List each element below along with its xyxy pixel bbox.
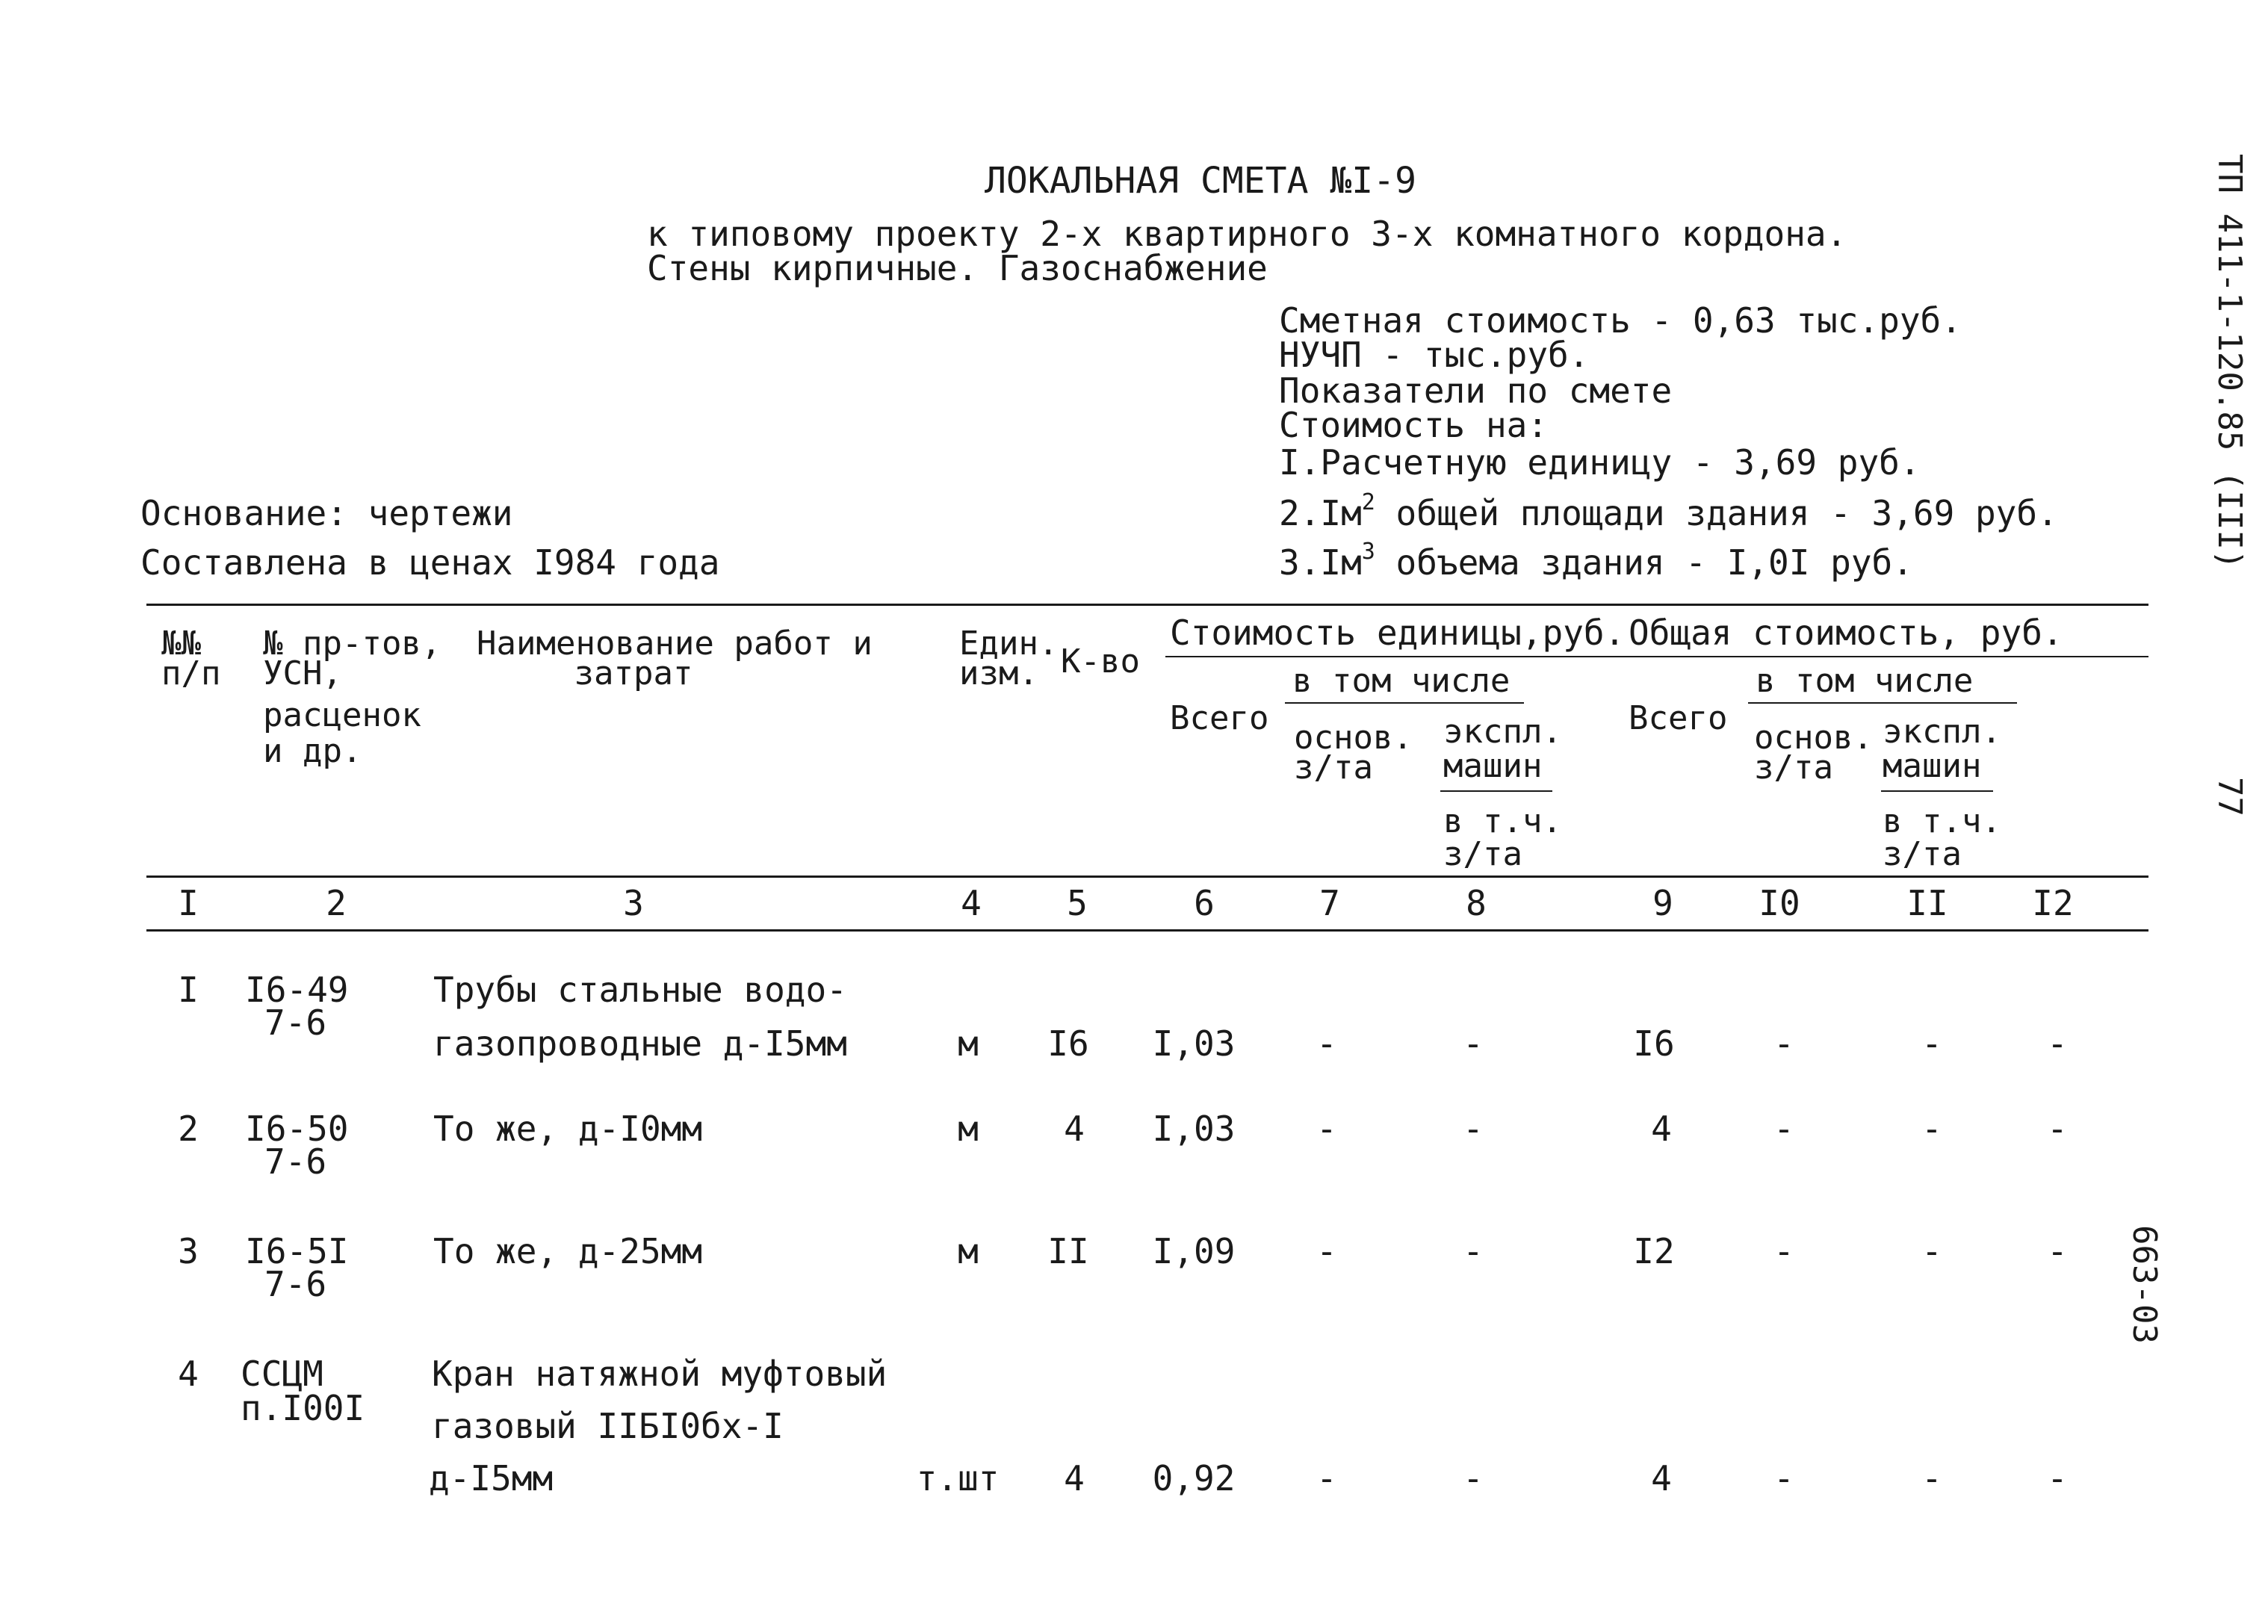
row-col11: - xyxy=(1921,1109,1942,1149)
col-number: 4 xyxy=(961,883,982,923)
col-number: II xyxy=(1906,883,1948,923)
incl-rule-1 xyxy=(1285,702,1524,704)
header-unit: Един. xyxy=(959,625,1059,663)
header-incl-wage-2b: з/та xyxy=(1883,835,1962,873)
col-number: 8 xyxy=(1466,883,1487,923)
row-unit: м xyxy=(958,1231,979,1271)
row-col11: - xyxy=(1921,1231,1942,1271)
row-total: 4 xyxy=(1651,1458,1672,1499)
row-code: I6-50 xyxy=(245,1109,349,1149)
indicator-area: $2.Iм^2$ общей площади здания - 3,69 руб. xyxy=(1279,489,2058,533)
row-col8: - xyxy=(1463,1231,1484,1271)
header-incl-wage-1: в т.ч. xyxy=(1443,802,1562,840)
row-col12: - xyxy=(2047,1231,2068,1271)
row-code: ССЦМ xyxy=(241,1354,323,1394)
header-name: Наименование работ и xyxy=(477,625,873,663)
col-number: I xyxy=(178,883,199,923)
row-code-sub: п.I00I xyxy=(241,1388,365,1428)
row-qty: II xyxy=(1047,1231,1089,1271)
row-name-3: д-I5мм xyxy=(429,1458,554,1499)
row-code-sub: 7-6 xyxy=(264,1141,327,1182)
row-col10: - xyxy=(1773,1231,1794,1271)
row-name: То же, д-I0мм xyxy=(433,1109,703,1149)
cost-header-rule xyxy=(1165,656,2148,657)
row-col8: - xyxy=(1463,1109,1484,1149)
col-number-rule xyxy=(146,929,2148,932)
row-number: 4 xyxy=(178,1354,199,1394)
header-incl-wage-1b: з/та xyxy=(1443,835,1522,873)
header-num: №№ xyxy=(161,625,201,663)
header-mach-1: экспл. xyxy=(1443,713,1562,751)
row-qty: 4 xyxy=(1064,1458,1085,1499)
row-code: I6-5I xyxy=(245,1231,349,1271)
header-wage-1: основ. xyxy=(1294,719,1413,757)
header-mach-2b: машин xyxy=(1883,747,1982,785)
row-qty: I6 xyxy=(1047,1023,1089,1064)
col-number: 7 xyxy=(1319,883,1340,923)
row-unit-cost: I,03 xyxy=(1152,1023,1236,1064)
row-name: То же, д-25мм xyxy=(433,1231,703,1271)
row-code-sub: 7-6 xyxy=(264,1002,327,1043)
document-subtitle-line2: Стены кирпичные. Газоснабжение xyxy=(647,248,1268,288)
header-total-cost: Общая стоимость, руб. xyxy=(1629,613,2063,653)
header-mach-1b: машин xyxy=(1443,747,1543,785)
mach-rule-1 xyxy=(1440,790,1552,792)
cost-on-label: Стоимость на: xyxy=(1279,405,1549,445)
row-qty: 4 xyxy=(1064,1109,1085,1149)
incl-rule-2 xyxy=(1748,702,2017,704)
col-number: 2 xyxy=(326,883,347,923)
header-wage-2: основ. xyxy=(1754,719,1873,757)
header-incl-wage-2: в т.ч. xyxy=(1883,802,2001,840)
col-number: 6 xyxy=(1194,883,1215,923)
nuchp: НУЧП - тыс.руб. xyxy=(1279,335,1590,375)
header-wage-1b: з/та xyxy=(1294,749,1373,787)
estimated-cost: Сметная стоимость - 0,63 тыс.руб. xyxy=(1279,300,1962,341)
indicator-volume: $3.Iм^3$ объема здания - I,0I руб. xyxy=(1279,539,1913,583)
header-code-3: расценок xyxy=(263,696,421,734)
row-col7: - xyxy=(1316,1231,1337,1271)
row-col12: - xyxy=(2047,1023,2068,1064)
row-number: 2 xyxy=(178,1109,199,1149)
document-subtitle-line1: к типовому проекту 2-х квартирного 3-х комнатного кордона. xyxy=(647,214,1847,254)
table-top-rule xyxy=(146,604,2148,606)
header-bottom-rule xyxy=(146,875,2148,878)
row-name-2: газовый IIБI0бх-I xyxy=(432,1406,784,1446)
row-col8: - xyxy=(1463,1458,1484,1499)
basis-prices: Составлена в ценах I984 года xyxy=(140,542,720,583)
header-num-2: п/п xyxy=(161,654,221,692)
row-code: I6-49 xyxy=(245,970,349,1010)
row-col8: - xyxy=(1463,1023,1484,1064)
header-unit-2: изм. xyxy=(959,654,1038,692)
header-name-2: затрат xyxy=(574,654,693,692)
col-number: I0 xyxy=(1759,883,1800,923)
row-unit-cost: I,09 xyxy=(1152,1231,1236,1271)
col-number: 3 xyxy=(623,883,644,923)
mach-rule-2 xyxy=(1881,790,1993,792)
stamp-number: 663-03 xyxy=(2125,1225,2163,1344)
row-col12: - xyxy=(2047,1458,2068,1499)
row-col10: - xyxy=(1773,1023,1794,1064)
row-col11: - xyxy=(1921,1458,1942,1499)
header-code: № пр-тов, xyxy=(263,625,441,663)
row-unit: т.шт xyxy=(916,1458,1000,1499)
document-code: ТП 411-1-120.85 (III) xyxy=(2210,154,2249,570)
document-title: ЛОКАЛЬНАЯ СМЕТА №I-9 xyxy=(985,160,1416,202)
row-unit: м xyxy=(958,1023,979,1064)
page-number: 77 xyxy=(2210,777,2249,816)
row-unit-cost: I,03 xyxy=(1152,1109,1236,1149)
basis-drawings: Основание: чертежи xyxy=(140,493,513,533)
header-qty: К-во xyxy=(1061,642,1140,681)
row-col7: - xyxy=(1316,1023,1337,1064)
header-unit-cost: Стоимость единицы,руб. xyxy=(1170,613,1626,653)
row-number: 3 xyxy=(178,1231,199,1271)
header-mach-2: экспл. xyxy=(1883,713,2001,751)
indicators-heading: Показатели по смете xyxy=(1279,371,1673,411)
col-number: I2 xyxy=(2032,883,2074,923)
row-col7: - xyxy=(1316,1109,1337,1149)
header-incl-2: в том числе xyxy=(1756,662,1974,700)
header-code-2: УСН, xyxy=(263,654,342,692)
row-total: I2 xyxy=(1633,1231,1675,1271)
row-unit: м xyxy=(958,1109,979,1149)
row-col11: - xyxy=(1921,1023,1942,1064)
col-number: 5 xyxy=(1067,883,1088,923)
row-total: I6 xyxy=(1633,1023,1675,1064)
header-total-2: Всего xyxy=(1629,699,1728,737)
col-number: 9 xyxy=(1652,883,1673,923)
row-col10: - xyxy=(1773,1109,1794,1149)
row-unit-cost: 0,92 xyxy=(1152,1458,1236,1499)
row-name: Трубы стальные водо- xyxy=(433,970,847,1010)
row-col10: - xyxy=(1773,1458,1794,1499)
row-col12: - xyxy=(2047,1109,2068,1149)
row-number: I xyxy=(178,970,199,1010)
header-wage-2b: з/та xyxy=(1754,749,1833,787)
header-code-4: и др. xyxy=(263,732,362,770)
row-col7: - xyxy=(1316,1458,1337,1499)
header-incl-1: в том числе xyxy=(1292,662,1511,700)
row-name-2: газопроводные д-I5мм xyxy=(433,1023,847,1064)
row-name: Кран натяжной муфтовый xyxy=(432,1354,887,1394)
indicator-unit: I.Расчетную единицу - 3,69 руб. xyxy=(1279,442,1921,483)
header-total-1: Всего xyxy=(1170,699,1269,737)
row-total: 4 xyxy=(1651,1109,1672,1149)
row-code-sub: 7-6 xyxy=(264,1264,327,1304)
